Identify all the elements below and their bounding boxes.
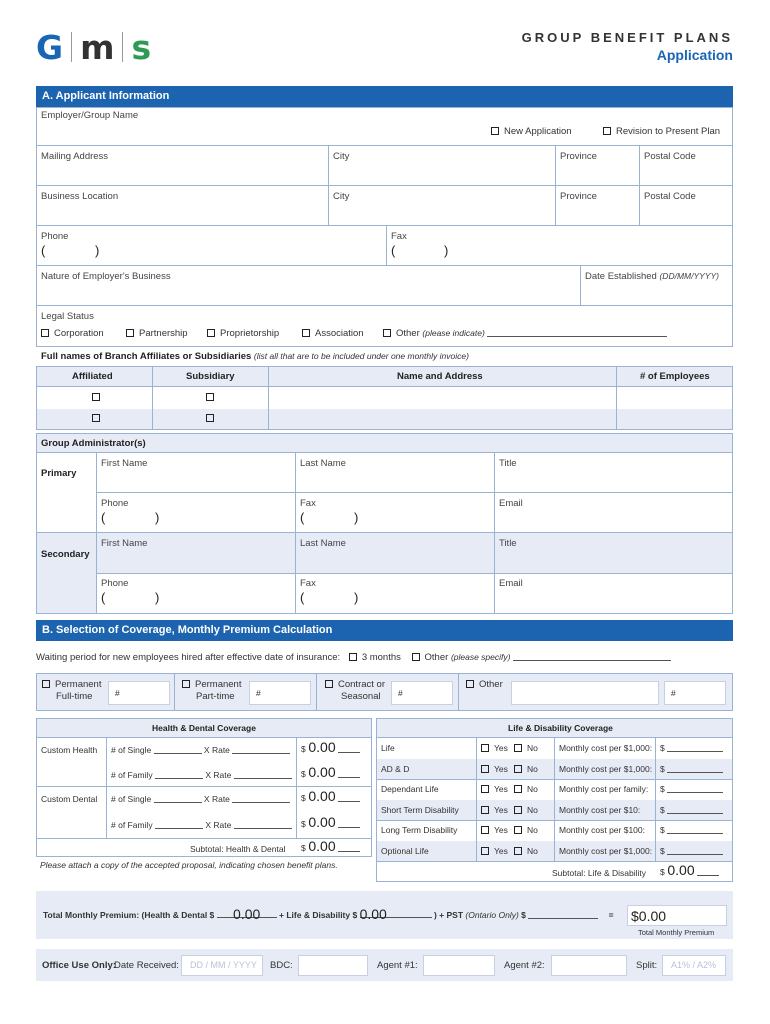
agent2-field[interactable] — [551, 955, 627, 976]
monthly-cost-field[interactable]: $ — [660, 764, 723, 774]
secondary-label: Secondary — [41, 549, 90, 560]
paren-close: ) — [155, 590, 160, 605]
col-employees: # of Employees — [640, 371, 710, 382]
mailing-address-label: Mailing Address — [41, 151, 109, 162]
date-received-field[interactable]: DD / MM / YYYY — [181, 955, 263, 976]
primary-email-label: Email — [499, 498, 523, 509]
life-disability-title: Life & Disability Coverage — [508, 723, 613, 733]
total-ld-field[interactable]: 0.00 — [360, 906, 432, 918]
health-dental-title: Health & Dental Coverage — [152, 723, 256, 733]
checkbox-icon[interactable] — [466, 680, 474, 688]
logo-g: G — [36, 27, 64, 67]
monthly-cost-label: Monthly cost per $1,000: — [559, 763, 653, 774]
phone-label: Phone — [41, 231, 69, 242]
subtotal-ld-label: Subtotal: Life & Disability — [552, 868, 647, 878]
new-application-label: New Application — [504, 126, 572, 137]
primary-first-name-label: First Name — [101, 458, 148, 469]
health-single-row[interactable]: # of Single X Rate — [111, 745, 290, 755]
subtotal-hd-value: $ 0.00 — [301, 838, 360, 854]
agent2-label: Agent #2: — [504, 960, 545, 971]
monthly-cost-field[interactable]: $ — [660, 825, 723, 835]
logo-m: m — [80, 27, 115, 67]
custom-health-label: Custom Health — [41, 745, 98, 755]
checkbox-icon[interactable] — [182, 680, 190, 688]
monthly-cost-field[interactable]: $ — [660, 743, 723, 753]
secondary-title-label: Title — [499, 538, 517, 549]
monthly-cost-label: Monthly cost per family: — [559, 784, 649, 794]
affiliated-checkbox-1[interactable] — [92, 393, 100, 401]
postal-code-label: Postal Code — [644, 191, 696, 202]
checkbox-icon[interactable] — [603, 127, 611, 135]
gms-logo — [36, 27, 152, 67]
business-location-label: Business Location — [41, 191, 119, 202]
proprietorship-checkbox[interactable]: Proprietorship — [207, 328, 279, 339]
health-single-total[interactable]: $ 0.00 — [301, 739, 360, 755]
three-months-checkbox[interactable]: 3 months — [349, 652, 401, 663]
checkbox-icon[interactable] — [42, 680, 50, 688]
checkbox-icon[interactable] — [491, 127, 499, 135]
secondary-fax-label: Fax — [300, 578, 316, 589]
revision-checkbox[interactable] — [603, 126, 720, 137]
checkbox-icon[interactable] — [41, 329, 49, 337]
other-count-field[interactable]: # — [664, 681, 726, 705]
yes-checkbox[interactable]: Yes — [481, 846, 508, 856]
bdc-label: BDC: — [270, 960, 293, 971]
section-b-header: B. Selection of Coverage, Monthly Premium Calculation — [36, 620, 733, 641]
col-affiliated: Affiliated — [72, 371, 113, 382]
agent1-field[interactable] — [423, 955, 495, 976]
monthly-cost-field[interactable]: $ — [660, 846, 723, 856]
secondary-email-label: Email — [499, 578, 523, 589]
paren-close: ) — [155, 510, 160, 525]
dental-family-row[interactable]: # of Family X Rate — [111, 820, 292, 830]
partnership-checkbox[interactable]: Partnership — [126, 328, 188, 339]
checkbox-icon[interactable] — [126, 329, 134, 337]
primary-title-label: Title — [499, 458, 517, 469]
subsidiary-checkbox-2[interactable] — [206, 414, 214, 422]
logo-divider — [122, 32, 123, 62]
life-row-name: Short Term Disability — [381, 804, 459, 815]
other-employee-checkbox[interactable]: Other — [466, 679, 503, 690]
life-row-name: Life — [381, 743, 395, 753]
fulltime-count-field[interactable]: # — [108, 681, 170, 705]
fax-paren-close: ) — [444, 243, 449, 258]
permanent-parttime-checkbox[interactable]: Permanent Part-time — [182, 679, 241, 703]
life-row-name: Optional Life — [381, 845, 429, 856]
monthly-cost-label: Monthly cost per $1,000: — [559, 743, 653, 753]
monthly-cost-field[interactable]: $ — [660, 805, 723, 815]
applicant-info-box — [36, 107, 733, 347]
primary-phone-label: Phone — [101, 498, 129, 509]
logo-divider — [71, 32, 72, 62]
other-employee-field[interactable] — [511, 681, 659, 705]
corporation-checkbox[interactable]: Corporation — [41, 328, 104, 339]
secondary-last-name-label: Last Name — [300, 538, 346, 549]
other-legal-line[interactable] — [487, 328, 667, 337]
col-subsidiary: Subsidiary — [186, 371, 235, 382]
subtotal-hd-label: Subtotal: Health & Dental — [190, 844, 286, 854]
date-established-label: Date Established (DD/MM/YYYY) — [585, 271, 719, 282]
yes-checkbox[interactable]: Yes — [481, 825, 508, 835]
association-checkbox[interactable]: Association — [302, 328, 364, 339]
group-admin-title: Group Administrator(s) — [41, 438, 146, 449]
monthly-cost-field[interactable]: $ — [660, 784, 723, 794]
agent1-label: Agent #1: — [377, 960, 418, 971]
contract-seasonal-checkbox[interactable]: Contract or Seasonal — [325, 679, 385, 703]
primary-last-name-label: Last Name — [300, 458, 346, 469]
postal-code-label: Postal Code — [644, 151, 696, 162]
no-checkbox[interactable]: No — [514, 805, 538, 815]
yes-checkbox[interactable]: Yes — [481, 784, 508, 794]
split-label: Split: — [636, 960, 658, 971]
yes-checkbox[interactable]: Yes — [481, 764, 508, 774]
permanent-fulltime-checkbox[interactable]: Permanent Full-time — [42, 679, 101, 703]
secondary-phone-label: Phone — [101, 578, 129, 589]
page-subtitle: Application — [656, 47, 733, 63]
checkbox-icon[interactable] — [349, 653, 357, 661]
subsidiary-checkbox-1[interactable] — [206, 393, 214, 401]
no-checkbox[interactable]: No — [514, 825, 538, 835]
col-name-address: Name and Address — [397, 371, 483, 382]
life-row-name: Dependant Life — [381, 784, 439, 794]
paren-open: ( — [300, 590, 305, 605]
legal-status-label: Legal Status — [41, 311, 94, 322]
total-hd-field[interactable]: 0.00 — [217, 906, 277, 918]
paren-close: ) — [354, 510, 359, 525]
monthly-cost-label: Monthly cost per $1,000: — [559, 845, 653, 856]
city-label: City — [333, 191, 350, 202]
affiliated-checkbox-2[interactable] — [92, 414, 100, 422]
dental-family-total[interactable]: $ 0.00 — [301, 814, 360, 830]
logo-s: s — [131, 27, 152, 67]
parttime-count-field[interactable]: # — [249, 681, 311, 705]
secondary-first-name-label: First Name — [101, 538, 148, 549]
paren-open: ( — [101, 510, 106, 525]
life-row-name: AD & D — [381, 763, 410, 774]
waiting-period-row: Waiting period for new employees hired after effective date of insurance: 3 months Other (please specify) — [36, 652, 671, 663]
employer-label: Employer/Group Name — [41, 110, 139, 121]
bdc-field[interactable] — [298, 955, 368, 976]
nature-business-label: Nature of Employer's Business — [41, 271, 171, 282]
paren-close: ) — [354, 590, 359, 605]
monthly-cost-label: Monthly cost per $10: — [559, 804, 641, 815]
section-a-header: A. Applicant Information — [36, 86, 733, 107]
contract-count-field[interactable]: # — [391, 681, 453, 705]
custom-dental-label: Custom Dental — [41, 794, 98, 804]
life-row-name: Long Term Disability — [381, 825, 458, 835]
monthly-cost-label: Monthly cost per $100: — [559, 825, 645, 835]
page-title: GROUP BENEFIT PLANS — [521, 30, 733, 45]
other-legal-checkbox[interactable]: Other (please indicate) — [383, 328, 667, 339]
yes-checkbox[interactable]: Yes — [481, 743, 508, 753]
checkbox-icon[interactable] — [412, 653, 420, 661]
subtotal-ld-value: $ 0.00 — [660, 862, 719, 878]
fax-label: Fax — [391, 231, 407, 242]
checkbox-icon[interactable] — [207, 329, 215, 337]
province-label: Province — [560, 151, 597, 162]
no-checkbox[interactable]: No — [514, 764, 538, 774]
total-monthly-premium-field[interactable]: $0.00 — [627, 905, 727, 926]
other-waiting-checkbox[interactable]: Other (please specify) — [412, 652, 672, 663]
split-field[interactable]: A1% / A2% — [662, 955, 726, 976]
primary-label: Primary — [41, 468, 77, 479]
city-label: City — [333, 151, 350, 162]
no-checkbox[interactable]: No — [514, 846, 538, 856]
yes-checkbox[interactable]: Yes — [481, 805, 508, 815]
primary-fax-label: Fax — [300, 498, 316, 509]
health-family-row[interactable]: # of Family X Rate — [111, 770, 292, 780]
total-premium-row: Total Monthly Premium: (Health & Dental $ 0.00 + Life & Disability $ 0.00 ) + PST (Ontario Only) $ = — [43, 906, 614, 922]
new-application-checkbox[interactable] — [491, 126, 572, 137]
attach-note: Please attach a copy of the accepted proposal, indicating chosen benefit plans. — [40, 860, 338, 870]
paren-open: ( — [300, 510, 305, 525]
revision-label: Revision to Present Plan — [616, 126, 721, 137]
date-received-label: Date Received: — [114, 960, 179, 971]
no-checkbox[interactable]: No — [514, 784, 538, 794]
province-label: Province — [560, 191, 597, 202]
checkbox-icon[interactable] — [383, 329, 391, 337]
dental-single-total[interactable]: $ 0.00 — [301, 788, 360, 804]
health-family-total[interactable]: $ 0.00 — [301, 764, 360, 780]
checkbox-icon[interactable] — [302, 329, 310, 337]
phone-paren-close: ) — [95, 243, 100, 258]
phone-paren-open: ( — [41, 243, 46, 258]
paren-open: ( — [101, 590, 106, 605]
other-waiting-line[interactable] — [513, 652, 671, 661]
total-caption: Total Monthly Premium — [638, 928, 715, 937]
office-use-label: Office Use Only: — [42, 960, 116, 971]
fax-paren-open: ( — [391, 243, 396, 258]
branch-title: Full names of Branch Affiliates or Subsidiaries (list all that are to be included under one monthly invoice) — [41, 351, 469, 362]
checkbox-icon[interactable] — [325, 680, 333, 688]
no-checkbox[interactable]: No — [514, 743, 538, 753]
pst-field[interactable] — [528, 910, 598, 919]
dental-single-row[interactable]: # of Single X Rate — [111, 794, 290, 804]
